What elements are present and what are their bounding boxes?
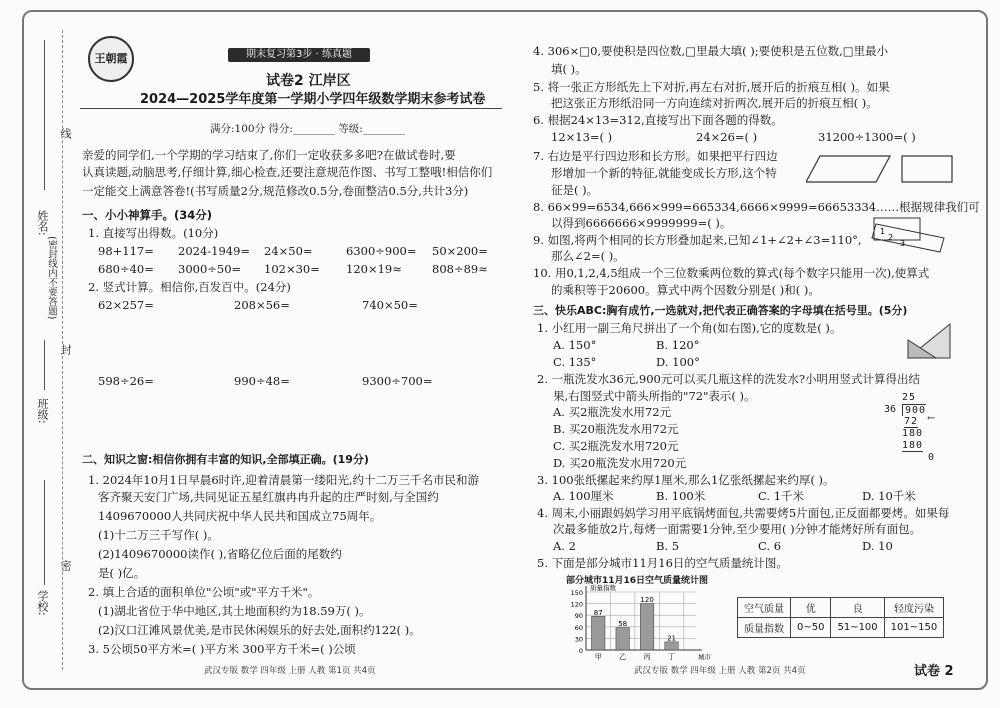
q2-7b: 形增加一个新的特征,就能变成长方形,这个特	[551, 166, 777, 180]
section-1-title: 一、小小神算手。(34分)	[82, 208, 213, 222]
air-quality-table	[737, 597, 944, 638]
name-label: 姓名:	[36, 210, 49, 236]
y-tick-label: 30	[574, 635, 583, 644]
angle-2-label: 2	[888, 233, 894, 242]
y-tick-label: 0	[578, 647, 583, 655]
parallelogram-rectangle-figure	[806, 152, 956, 188]
x-tick-label: 丙	[643, 653, 651, 661]
c2-option[interactable]: B. 买20瓶洗发水用72元	[553, 422, 679, 436]
vertical-calc-item: 62×257=	[98, 298, 154, 312]
seal-mark-secret: 密	[59, 560, 72, 571]
q2-5b: 把这张正方形纸沿同一方向连续对折两次,展开后的折痕互相( )。	[551, 96, 878, 110]
c2-prompt-a: 2. 一瓶洗发水36元,900元可以买几瓶这样的洗发水?小明用竖式计算得出结	[537, 372, 921, 386]
chart-title: 部分城市11月16日空气质量统计图	[566, 576, 709, 586]
chart-bar	[592, 616, 605, 650]
intro-line-1: 亲爱的同学们,一个学期的学习结束了,你们一定收获多多吧?在做试卷时,要	[82, 148, 456, 162]
exam-title: 试卷2 江岸区	[266, 73, 351, 89]
q2-4a: 4. 306×□0,要使积是四位数,□里最大填( );要使积是五位数,□里最小	[533, 44, 889, 58]
c1-option[interactable]: B. 120°	[656, 338, 700, 352]
calc-item: 3000÷50=	[178, 262, 242, 276]
q2-10b: 的乘积等于20600。算式中两个因数分别是( )和( )。	[551, 283, 820, 297]
q2-8b: 以得到6666666×9999999=( )。	[551, 216, 732, 230]
school-underline	[44, 480, 45, 585]
table-cell: 0~50	[791, 618, 831, 638]
c2-prompt-b: 果,右图竖式中箭头所指的"72"表示( )。	[553, 389, 756, 403]
school-label: 学校:	[36, 590, 49, 616]
c4-prompt-b: 次最多能放2片,每烤一面需要1分钟,至少要用( )分钟才能烤好所有面包。	[553, 522, 922, 536]
q2-6-item: 31200÷1300=( )	[818, 130, 916, 144]
q2-7a: 7. 右边是平行四边形和长方形。如果把平行四边	[533, 149, 778, 163]
bar-value-label: 120	[640, 596, 654, 605]
arrow-left-icon: ←	[927, 413, 936, 424]
table-cell: 51~100	[831, 618, 884, 638]
q2-6: 6. 根据24×13=312,直接写出下面各题的得数。	[533, 113, 783, 127]
division-quotient: 25	[902, 392, 917, 403]
q2-6-item: 12×13=( )	[551, 130, 613, 144]
table-header-cell: 良	[831, 598, 884, 618]
q2-1-line: 客齐聚天安门广场,共同见证五星红旗冉冉升起的庄严时刻,与全国约	[98, 490, 439, 504]
q2-3: 3. 5公顷50平方米=( )平方米 300平方千米=( )公顷	[88, 642, 356, 656]
y-axis-label: 质量指数	[590, 584, 616, 592]
rectangle-shape	[902, 156, 952, 182]
q2-1-line: 1. 2024年10月1日早晨6时许,迎着清晨第一缕阳光,约十二万三千名市民和游	[88, 473, 479, 487]
class-label: 班级:	[36, 398, 49, 424]
set-square-figure	[900, 318, 956, 364]
c3-option[interactable]: C. 1千米	[758, 489, 805, 503]
c3-option[interactable]: D. 10千米	[862, 489, 916, 503]
division-remainder: 0	[928, 452, 935, 463]
q1-1-prompt: 1. 直接写出得数。(10分)	[88, 226, 219, 240]
division-divisor: 36	[884, 404, 897, 415]
q2-6-item: 24×26=( )	[696, 130, 758, 144]
class-underline	[44, 340, 45, 390]
c2-option[interactable]: C. 买2瓶洗发水用720元	[553, 439, 679, 453]
c2-option[interactable]: D. 买20瓶洗发水用720元	[553, 456, 687, 470]
c3-option[interactable]: B. 100米	[656, 489, 706, 503]
page-label: 试卷 2	[914, 664, 954, 679]
calc-item: 102×30=	[264, 262, 320, 276]
q2-1-line: 1409670000人共同庆祝中华人民共和国成立75周年。	[98, 509, 382, 523]
seal-mark-seal: 封	[59, 344, 72, 355]
bar-value-label: 87	[593, 608, 603, 617]
y-tick-label: 90	[574, 612, 583, 621]
c3-prompt: 3. 100张纸摞起来约厚1厘米,那么1亿张纸摞起来约厚( )。	[537, 473, 835, 487]
division-step: 72	[904, 416, 919, 427]
c4-option[interactable]: B. 5	[656, 539, 680, 553]
x-tick-label: 甲	[594, 653, 602, 661]
q2-4b: 填( )。	[551, 62, 587, 76]
y-tick-label: 150	[570, 589, 583, 597]
q2-5a: 5. 将一张正方形纸先上下对折,再左右对折,展开后的折痕互相( )。如果	[533, 80, 890, 94]
c1-option[interactable]: C. 135°	[553, 355, 597, 369]
calc-item: 24×50=	[264, 244, 313, 258]
calc-item: 120×19≈	[346, 262, 402, 276]
vertical-calc-item: 990÷48=	[234, 374, 290, 388]
table-cell: 质量指数	[738, 618, 791, 638]
q2-2b: (2)汉口江滩风景优美,是市民休闲娱乐的好去处,面积约122( )。	[98, 623, 421, 637]
vertical-calc-item: 740×50=	[362, 298, 418, 312]
table-header-cell: 轻度污染	[884, 598, 944, 618]
parallelogram-shape	[806, 156, 890, 182]
c4-option[interactable]: D. 10	[862, 539, 893, 553]
q2-2a: (1)湖北省位于华中地区,其土地面积约为18.59万( )。	[98, 604, 371, 618]
table-cell: 101~150	[884, 618, 944, 638]
c1-prompt: 1. 小红用一副三角尺拼出了一个角(如右图),它的度数是( )。	[537, 321, 842, 335]
y-tick-label: 120	[570, 600, 583, 609]
table-header-cell: 空气质量	[738, 598, 791, 618]
q2-9b: 那么∠2=( )。	[551, 249, 625, 263]
chart-bar	[665, 642, 678, 650]
division-step: 180	[902, 428, 924, 439]
seal-mark-line: 线	[59, 128, 72, 139]
air-quality-bar-chart	[560, 584, 730, 664]
c4-prompt-a: 4. 周末,小丽跟妈妈学习用平底锅烤面包,共需要烤5片面包,正反面都要烤。如果每	[537, 506, 950, 520]
division-step: 180	[902, 440, 924, 451]
footer-left: 武汉专版 数学 四年级 上册 人教 第1页 共4页	[204, 666, 376, 676]
section-3-title: 三、快乐ABC:胸有成竹,一选就对,把代表正确答案的字母填在括号里。(5分)	[533, 304, 908, 317]
q2-2: 2. 填上合适的面积单位"公顷"或"平方千米"。	[88, 585, 320, 599]
c1-option[interactable]: D. 100°	[656, 355, 700, 369]
header-rule	[80, 108, 502, 109]
chart-bar	[616, 628, 629, 650]
footer-right: 武汉专版 数学 四年级 上册 人教 第2页 共4页	[634, 666, 806, 676]
overlapping-rectangles-figure	[870, 214, 952, 254]
q1-2-prompt: 2. 竖式计算。相信你,百发百中。(24分)	[88, 280, 291, 294]
vertical-calc-item: 598÷26=	[98, 374, 154, 388]
score-line: 满分:100分 得分:________ 等级:________	[210, 123, 405, 135]
chart-bar	[640, 604, 653, 650]
exam-subtitle: 2024—2025学年度第一学期小学四年级数学期末参考试卷	[140, 92, 486, 107]
bar-value-label: 58	[618, 620, 628, 629]
c2-option[interactable]: A. 买2瓶洗发水用72元	[553, 405, 672, 419]
angle-3-label: 3	[900, 239, 906, 248]
q2-1b: (2)1409670000读作( ),省略亿位后面的尾数约	[98, 547, 342, 561]
review-banner: 期末复习第3步 · 练真题	[228, 48, 370, 62]
calc-item: 808÷89≈	[432, 262, 488, 276]
table-header-cell: 优	[791, 598, 831, 618]
vertical-calc-item: 9300÷700=	[362, 374, 433, 388]
division-dividend: 900	[902, 404, 926, 416]
c4-option[interactable]: A. 2	[553, 539, 576, 553]
q2-10a: 10. 用0,1,2,4,5组成一个三位数乘两位数的算式(每个数字只能用一次),使算式	[533, 266, 930, 280]
q2-1a: (1)十二万三千写作( )。	[98, 528, 219, 542]
c3-option[interactable]: A. 100厘米	[553, 489, 614, 503]
calc-item: 680÷40=	[98, 262, 154, 276]
y-tick-label: 60	[574, 623, 583, 632]
angle-1-label: 1	[880, 227, 886, 236]
x-tick-label: 乙	[619, 653, 627, 661]
name-underline	[44, 40, 45, 190]
vertical-calc-item: 208×56=	[234, 298, 290, 312]
calc-item: 6300÷900=	[346, 244, 417, 258]
q2-1c: 是( )亿。	[98, 566, 146, 580]
x-axis-label: 城市	[698, 653, 711, 661]
c1-option[interactable]: A. 150°	[553, 338, 597, 352]
x-tick-label: 丁	[668, 653, 676, 661]
calc-item: 2024-1949=	[178, 244, 251, 258]
bar-value-label: 21	[667, 634, 677, 643]
q2-9a: 9. 如图,将两个相同的长方形叠加起来,已知∠1+∠2+∠3=110°,	[533, 233, 862, 247]
q2-8a: 8. 66×99=6534,666×999=665334,6666×9999=66653334……根据规律我们可	[533, 200, 980, 214]
calc-item: 50×200=	[432, 244, 488, 258]
q2-7c: 征是( )。	[551, 183, 599, 197]
intro-line-3: 一定能交上满意答卷!(书写质量2分,规范修改0.5分,卷面整洁0.5分,共计3分)	[82, 184, 469, 198]
seal-note: (密封线内不要答题)	[46, 236, 57, 320]
section-2-title: 二、知识之窗:相信你拥有丰富的知识,全部填正确。(19分)	[82, 453, 369, 466]
brand-logo: 王朝霞	[88, 36, 134, 82]
intro-line-2: 认真读题,动脑思考,仔细计算,细心检查,还要注意规范作图、书写工整哦!相信你们	[82, 165, 493, 179]
calc-item: 98+117=	[98, 244, 154, 258]
c4-option[interactable]: C. 6	[758, 539, 782, 553]
c5-prompt: 5. 下面是部分城市11月16日的空气质量统计图。	[537, 556, 788, 570]
